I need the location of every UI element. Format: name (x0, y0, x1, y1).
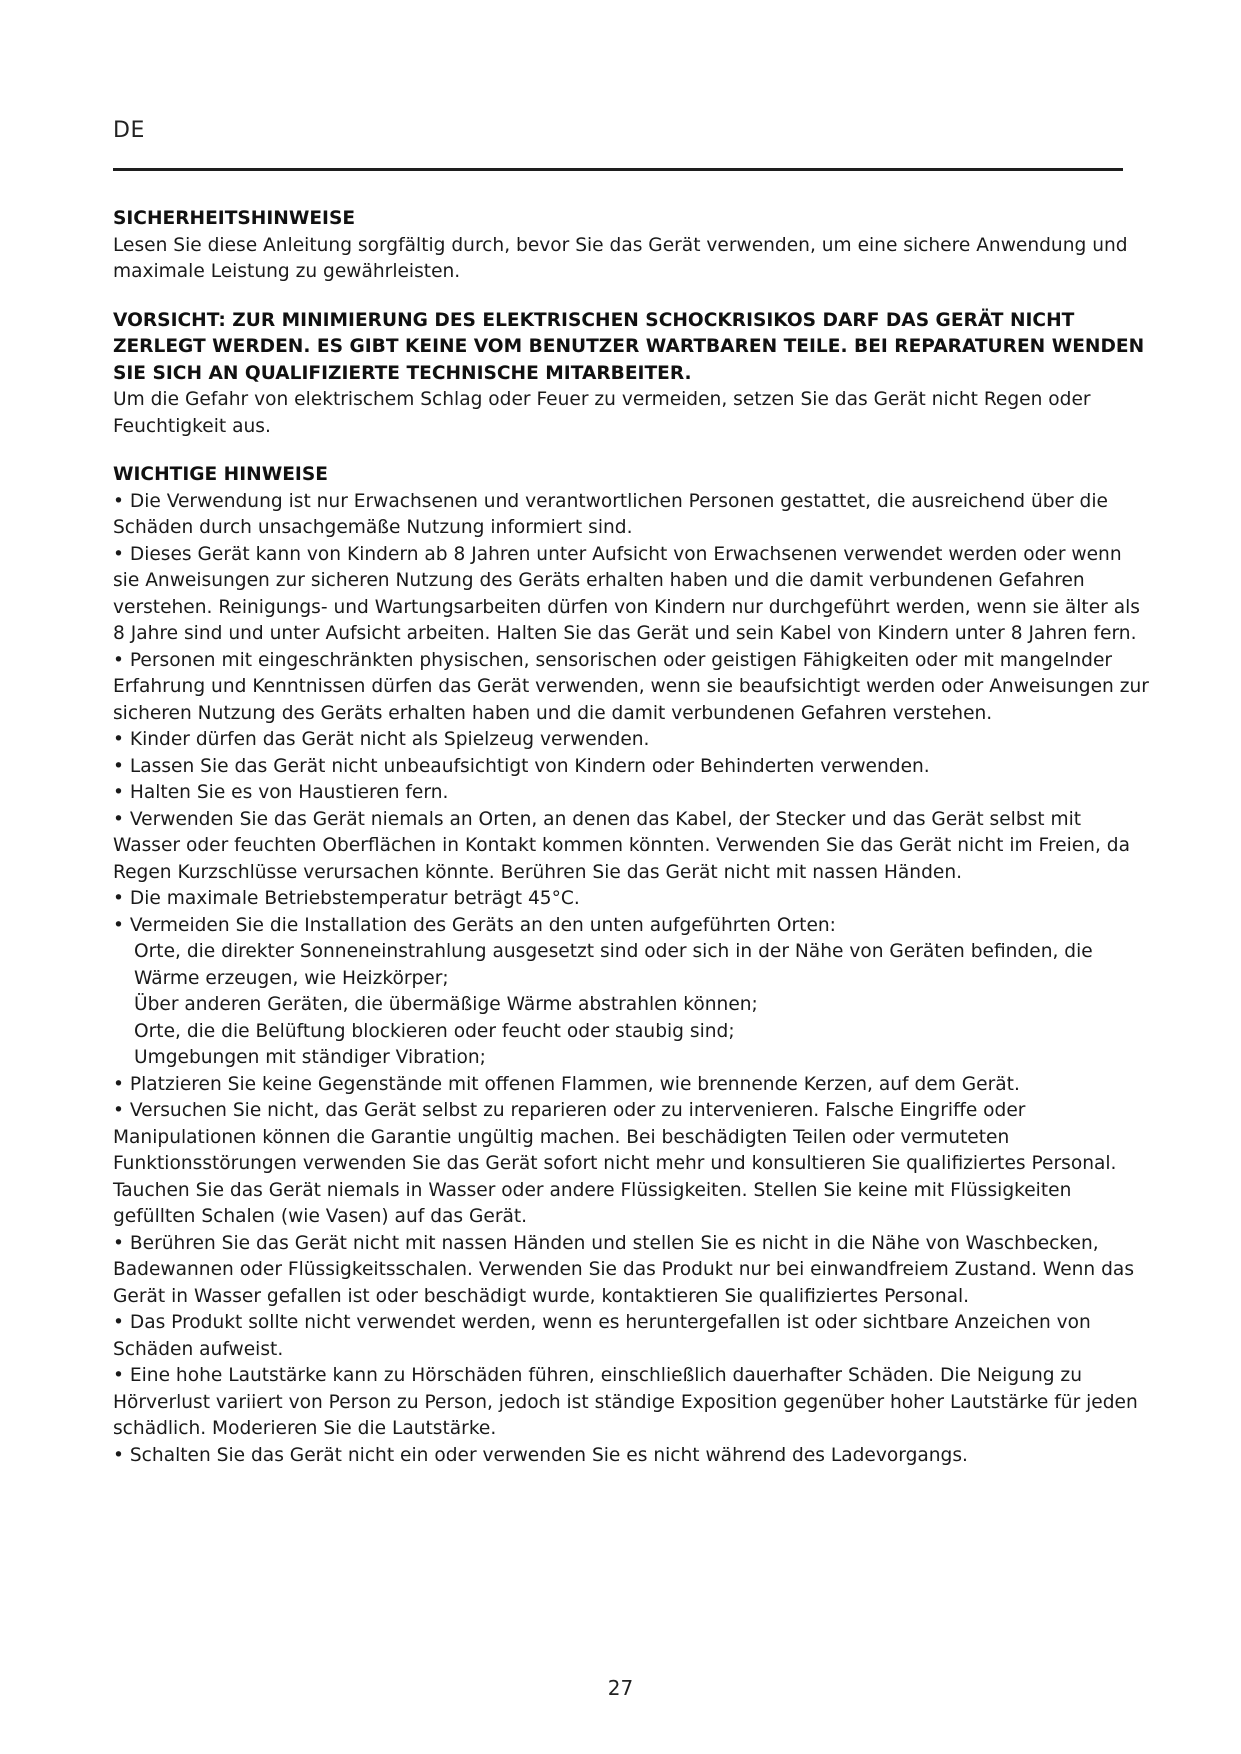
list-item: • Berühren Sie das Gerät nicht mit nassen Händen und stellen Sie es nicht in die Nähe von Waschbecken, Badewannen oder Flüssigkeitsschalen. Verwenden Sie das Produkt nur bei einwandfreiem Zustand. Wenn das Gerät in Wasser gefallen ist oder beschädigt wurde, kontaktieren Sie qualifiziertes Personal. (113, 1232, 1135, 1307)
important-heading: WICHTIGE HINWEISE (113, 464, 328, 485)
list-item: • Lassen Sie das Gerät nicht unbeaufsichtigt von Kindern oder Behinderten verwenden. (113, 755, 930, 777)
list-item: • Kinder dürfen das Gerät nicht als Spielzeug verwenden. (113, 729, 650, 750)
caution-text: Um die Gefahr von elektrischem Schlag oder Feuer zu vermeiden, setzen Sie das Gerät nicht Regen oder Feuchtigkeit aus. (113, 389, 1091, 437)
document-body (113, 206, 1153, 1469)
list-item: • Halten Sie es von Haustieren fern. (113, 782, 449, 803)
safety-intro: Lesen Sie diese Anleitung sorgfältig durch, bevor Sie das Gerät verwenden, um eine sichere Anwendung und maximale Leistung zu gewährleisten. (113, 234, 1128, 282)
sub-list-item: Orte, die die Belüftung blockieren oder feucht oder staubig sind; (134, 1020, 735, 1042)
list-item: • Die Verwendung ist nur Erwachsenen und verantwortlichen Personen gestattet, die ausreichend über die Schäden durch unsachgemäße Nutzung informiert sind. (113, 490, 1108, 538)
caution-notice: VORSICHT: ZUR MINIMIERUNG DES ELEKTRISCHEN SCHOCKRISIKOS DARF DAS GERÄT NICHT ZERLEGT WERDEN. ES GIBT KEINE VOM BENUTZER WARTBAREN TEILE. BEI REPARATUREN WENDEN SIE SICH AN QUALIFIZIERTE TECHNISCHE MITARBEITER. (113, 309, 1145, 384)
list-item: • Dieses Gerät kann von Kindern ab 8 Jahren unter Aufsicht von Erwachsenen verwendet werden oder wenn sie Anweisungen zur sicheren Nutzung des Geräts erhalten haben und die damit verbundenen Gefahren verstehen. Reinigungs- und Wartungsarbeiten dürfen von Kindern nur durchgeführt werden, wenn sie älter als 8 Jahre sind und unter Aufsicht arbeiten. Halten Sie das Gerät und sein Kabel von Kindern unter 8 Jahren fern. (113, 543, 1140, 644)
language-label: DE (113, 118, 145, 143)
sub-list-item: Orte, die direkter Sonneneinstrahlung ausgesetzt sind oder sich in der Nähe von Geräten befinden, die Wärme erzeugen, wie Heizkörper; (134, 941, 1093, 989)
header-divider (113, 168, 1123, 171)
list-item: • Versuchen Sie nicht, das Gerät selbst zu reparieren oder zu intervenieren. Falsche Eingriffe oder Manipulationen können die Garantie ungültig machen. Bei beschädigten Teilen oder vermuteten Funktionsstörungen verwenden Sie das Gerät sofort nicht mehr und konsultieren Sie qualifiziertes Personal. Tauchen Sie das Gerät niemals in Wasser oder andere Flüssigkeiten. Stellen Sie keine mit Flüssigkeiten gefüllten Schalen (wie Vasen) auf das Gerät. (113, 1100, 1117, 1227)
page-number: 27 (607, 1676, 634, 1700)
list-item: • Das Produkt sollte nicht verwendet werden, wenn es heruntergefallen ist oder sichtbare Anzeichen von Schäden aufweist. (113, 1312, 1091, 1360)
list-item: • Eine hohe Lautstärke kann zu Hörschäden führen, einschließlich dauerhafter Schäden. Die Neigung zu Hörverlust variiert von Person zu Person, jedoch ist ständige Exposition gegenüber hoher Lautstärke für jeden schädlich. Moderieren Sie die Lautstärke. (113, 1365, 1138, 1439)
safety-heading: SICHERHEITSHINWEISE (113, 208, 356, 229)
list-item: • Schalten Sie das Gerät nicht ein oder verwenden Sie es nicht während des Ladevorgangs. (113, 1444, 968, 1466)
list-item: • Vermeiden Sie die Installation des Geräts an den unten aufgeführten Orten: (113, 914, 836, 936)
sub-list-item: Über anderen Geräten, die übermäßige Wärme abstrahlen können; (134, 994, 758, 1015)
list-item: • Platzieren Sie keine Gegenstände mit offenen Flammen, wie brennende Kerzen, auf dem Gerät. (113, 1073, 1020, 1095)
list-item: • Verwenden Sie das Gerät niemals an Orten, an denen das Kabel, der Stecker und das Gerät selbst mit Wasser oder feuchten Oberflächen in Kontakt kommen könnten. Verwenden Sie das Gerät nicht im Freien, da Regen Kurzschlüsse verursachen könnte. Berühren Sie das Gerät nicht mit nassen Händen. (113, 808, 1130, 883)
sub-list-item: Umgebungen mit ständiger Vibration; (134, 1047, 486, 1068)
list-item: • Die maximale Betriebstemperatur beträgt 45°C. (113, 888, 580, 909)
list-item: • Personen mit eingeschränkten physischen, sensorischen oder geistigen Fähigkeiten oder mit mangelnder Erfahrung und Kenntnissen dürfen das Gerät verwenden, wenn sie beaufsichtigt werden oder Anweisungen zur sicheren Nutzung des Geräts erhalten haben und die damit verbundenen Gefahren verstehen. (113, 649, 1149, 724)
